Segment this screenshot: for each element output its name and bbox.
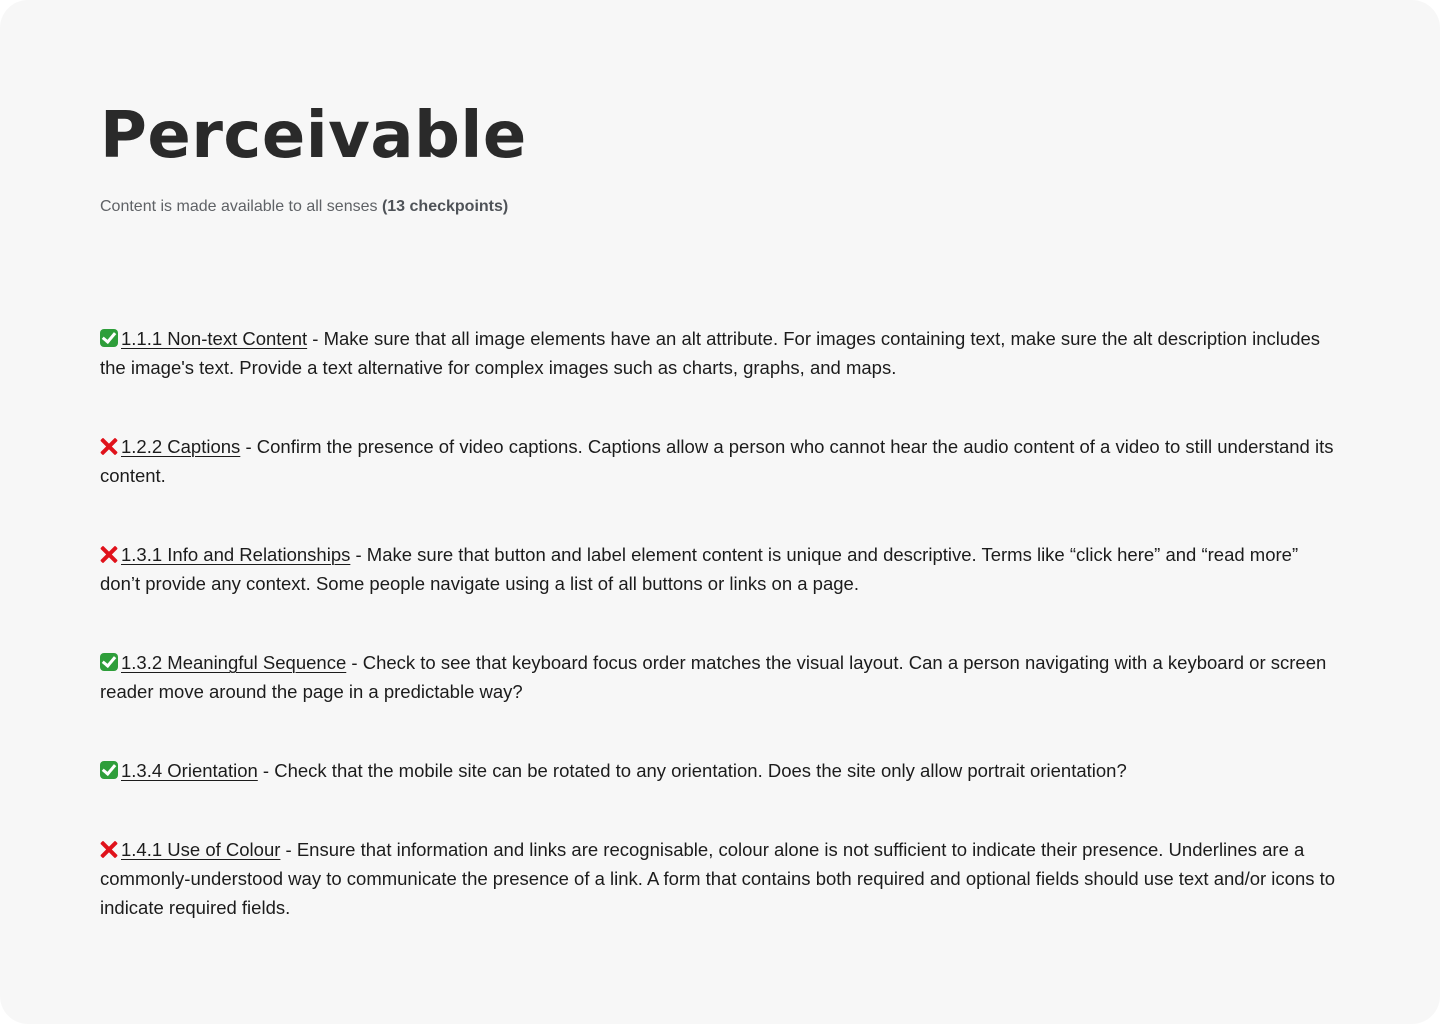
check-mark-icon [100,329,118,347]
checkpoint-link[interactable]: 1.3.2 Meaningful Sequence [121,652,347,673]
checkpoint-item [100,648,1340,706]
checkpoint-link[interactable]: 1.1.1 Non-text Content [121,328,308,349]
cross-mark-icon [100,840,118,858]
checkpoint-description: - Confirm the presence of video captions. Captions allow a person who cannot hear the audio content of a video to still understand its content. [100,436,1334,486]
checkpoint-link[interactable]: 1.2.2 Captions [121,436,241,457]
check-mark-icon [100,761,118,779]
checkpoint-description: - Make sure that all image elements have an alt attribute. For images containing text, make sure the alt description includes the image's text. Provide a text alternative for complex images such as charts, graphs, and maps. [100,328,1321,378]
checkpoint-item [100,756,1340,785]
checkpoint-description: - Ensure that information and links are recognisable, colour alone is not sufficient to indicate their presence. Underlines are a commonly-understood way to communicate the presence of a link. A form that contains both required and optional fields should use text and/or icons to indicate required fields. [100,839,1336,918]
checkpoint-description: - Make sure that button and label element content is unique and descriptive. Terms like “click here” and “read more” don’t provide any context. Some people navigate using a list of all buttons or links on a page. [100,544,1299,594]
checkpoint-description: - Check to see that keyboard focus order matches the visual layout. Can a person navigating with a keyboard or screen reader move around the page in a predictable way? [100,652,1327,702]
checkpoint-count: (13 checkpoints) [381,198,509,215]
cross-mark-icon [100,437,118,455]
checkpoint-link[interactable]: 1.4.1 Use of Colour [121,839,281,860]
page-subtitle [100,196,1340,218]
checkpoint-description: - Check that the mobile site can be rotated to any orientation. Does the site only allow portrait orientation? [257,760,1127,781]
subtitle-text: Content is made available to all senses [100,198,378,215]
checkpoint-item [100,540,1340,598]
checkpoint-list [100,324,1340,922]
checkpoint-item [100,835,1340,922]
page-title: Perceivable [100,99,527,173]
check-mark-icon [100,653,118,671]
cross-mark-icon [100,545,118,563]
checkpoint-item [100,324,1340,382]
checkpoint-link[interactable]: 1.3.1 Info and Relationships [121,544,351,565]
checkpoint-link[interactable]: 1.3.4 Orientation [121,760,258,781]
checkpoint-item [100,432,1340,490]
